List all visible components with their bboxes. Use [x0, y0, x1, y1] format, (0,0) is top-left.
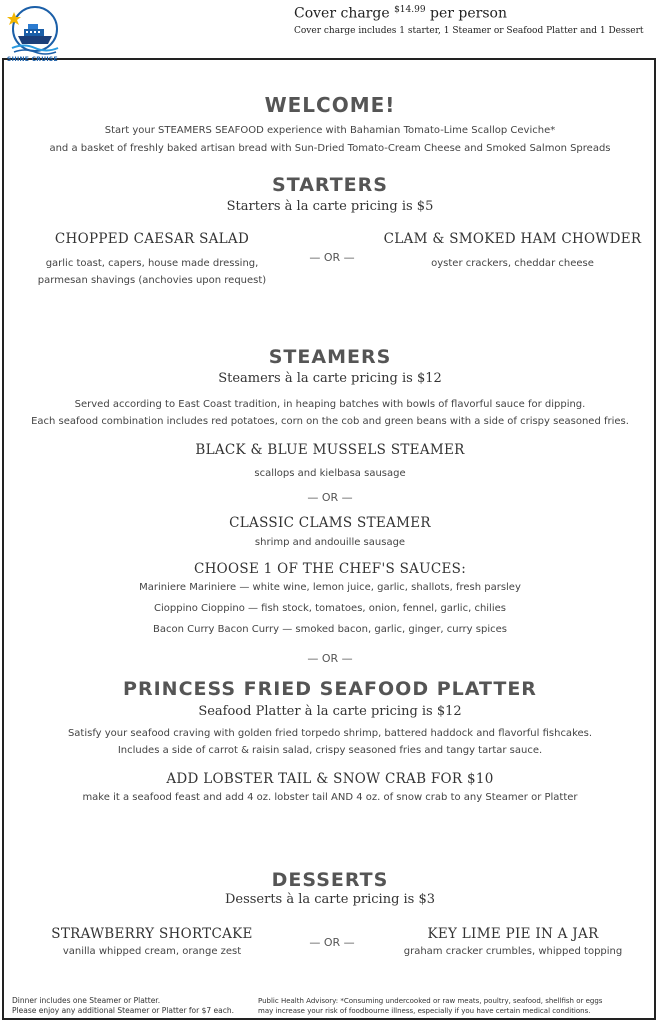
desserts-pricing: Desserts à la carte pricing is $3: [224, 892, 436, 907]
platter-title: PRINCESS FRIED SEAFOOD PLATTER: [123, 678, 537, 700]
desserts-or: — OR —: [309, 936, 355, 949]
steamers-or-2: — OR —: [307, 652, 353, 665]
dessert-left-name: STRAWBERRY SHORTCAKE: [51, 926, 253, 942]
welcome-line-1: Start your STEAMERS SEAFOOD experience with Bahamian Tomato-Lime Scallop Ceviche*: [104, 125, 556, 136]
starter-right-name: CLAM & SMOKED HAM CHOWDER: [383, 231, 642, 247]
sauce-mariniere: Mariniere Mariniere — white wine, lemon juice, garlic, shallots, fresh parsley: [139, 582, 521, 593]
starter-left-name: CHOPPED CAESAR SALAD: [54, 231, 250, 247]
cover-charge-note: Cover charge includes 1 starter, 1 Steamer or Seafood Platter and 1 Dessert: [294, 26, 644, 36]
footer-left-line-1: Dinner includes one Steamer or Platter.: [12, 996, 161, 1005]
steamer-clams-name: CLASSIC CLAMS STEAMER: [229, 515, 431, 531]
footer-left-line-2: Please enjoy any additional Steamer or Platter for $7 each.: [12, 1006, 235, 1015]
steamers-intro-1: Served according to East Coast tradition, in heaping batches with bowls of flavorful sauce for dipping.: [74, 399, 586, 410]
sauce-bacon-curry: Bacon Curry Bacon Curry — smoked bacon, garlic, ginger, curry spices: [153, 624, 507, 635]
footer-health-advisory: [258, 996, 602, 1016]
dessert-right-name: KEY LIME PIE IN A JAR: [427, 926, 599, 942]
desserts-title: DESSERTS: [271, 869, 389, 891]
starters-title: STARTERS: [272, 174, 388, 196]
starter-left-desc-1: garlic toast, capers, house made dressing,: [45, 258, 259, 269]
starters-or: — OR —: [309, 251, 355, 264]
cover-charge-price: $14.99: [394, 5, 426, 15]
platter-desc-1: Satisfy your seafood craving with golden fried torpedo shrimp, battered haddock and flavorful fishcakes.: [67, 728, 593, 739]
steamers-intro-2: Each seafood combination includes red potatoes, corn on the cob and green beans with a side of crispy seasoned fries.: [31, 416, 629, 427]
dessert-left-desc: vanilla whipped cream, orange zest: [62, 946, 242, 957]
steamer-mussels-name: BLACK & BLUE MUSSELS STEAMER: [195, 442, 465, 458]
dessert-right-desc: graham cracker crumbles, whipped topping: [403, 946, 623, 957]
platter-desc-2: Includes a side of carrot & raisin salad, crispy seasoned fries and tangy tartar sauce.: [117, 745, 543, 756]
steamer-mussels-desc: scallops and kielbasa sausage: [254, 468, 406, 479]
cover-charge-prefix: Cover charge: [294, 5, 395, 22]
starters-pricing: Starters à la carte pricing is $5: [226, 199, 434, 214]
shine-cruise-logo-icon: [6, 4, 64, 62]
cover-charge: [294, 5, 507, 22]
sauces-title: CHOOSE 1 OF THE CHEF'S SAUCES:: [193, 561, 467, 577]
addon-name: ADD LOBSTER TAIL & SNOW CRAB FOR $10: [166, 771, 494, 787]
footer-right-line-1: Public Health Advisory: *Consuming undercooked or raw meats, poultry, seafood, shellfish or eggs: [258, 997, 603, 1005]
welcome-line-2: and a basket of freshly baked artisan bread with Sun-Dried Tomato-Cream Cheese and Smoked Salmon Spreads: [49, 143, 611, 154]
starter-left-desc-2: parmesan shavings (anchovies upon request): [37, 275, 267, 286]
welcome-title: WELCOME!: [264, 93, 396, 117]
brand-name: SHINE CRUISE: [7, 56, 58, 63]
cover-charge-suffix: per person: [425, 5, 507, 22]
footer-dinner-note: [12, 996, 234, 1016]
platter-pricing: Seafood Platter à la carte pricing is $12: [198, 704, 462, 719]
steamers-pricing: Steamers à la carte pricing is $12: [218, 371, 442, 386]
starter-right-desc: oyster crackers, cheddar cheese: [431, 258, 594, 269]
sauce-cioppino: Cioppino Cioppino — fish stock, tomatoes, onion, fennel, garlic, chilies: [154, 603, 506, 614]
steamer-clams-desc: shrimp and andouille sausage: [254, 537, 406, 548]
footer-right-line-2: may increase your risk of foodbourne illness, especially if you have certain medical conditions.: [258, 1007, 591, 1015]
steamers-title: STEAMERS: [268, 346, 392, 368]
addon-desc: make it a seafood feast and add 4 oz. lobster tail AND 4 oz. of snow crab to any Steamer or Platter: [82, 792, 578, 803]
steamers-or-1: — OR —: [307, 491, 353, 504]
